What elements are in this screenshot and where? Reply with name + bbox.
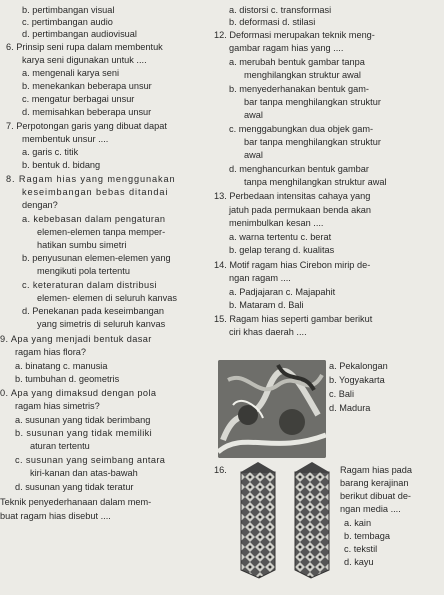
q16-option-c: c. tekstil <box>344 544 378 554</box>
q12-option-b-end: awal <box>244 110 263 120</box>
q12-option-b-cont: bar tanpa menghilangkan struktur <box>244 97 381 107</box>
q8-option-d: d. Penekanan pada keseimbangan <box>22 306 165 316</box>
q13-stem: 13. Perbedaan intensitas cahaya yang <box>214 191 371 201</box>
q8-option-a-end: hatikan sumbu simetri <box>37 240 127 250</box>
q7-stem: 7. Perpotongan garis yang dibuat dapat <box>6 121 167 131</box>
q6-option-a: a. mengenali karya seni <box>22 68 120 78</box>
q15-option-a: a. Pekalongan <box>329 361 388 371</box>
q12-option-a-cont: menghilangkan struktur awal <box>244 70 361 80</box>
q13-options-ac: a. warna tertentu c. berat <box>229 232 332 242</box>
q11-stem-cont: buat ragam hias disebut .... <box>0 511 111 521</box>
q16-stem-cont2: berikut dibuat de- <box>340 491 411 501</box>
q10-option-a: a. susunan yang tidak berimbang <box>15 415 151 425</box>
q8-stem-end: dengan? <box>22 200 58 210</box>
q12-option-c-cont: bar tanpa menghilangkan struktur <box>244 137 381 147</box>
q12-stem: 12. Deformasi merupakan teknik meng- <box>214 30 375 40</box>
q6-stem: 6. Prinsip seni rupa dalam membentuk <box>6 42 163 52</box>
q16-option-d: d. kayu <box>344 557 374 567</box>
q12-stem-cont: gambar ragam hias yang .... <box>229 43 344 53</box>
q7-stem-cont: membentuk unsur .... <box>22 134 109 144</box>
q16-stem: Ragam hias pada <box>340 465 413 475</box>
q15-option-d: d. Madura <box>329 403 371 413</box>
q10-stem: 0. Apa yang dimaksud dengan pola <box>0 388 157 398</box>
textile-ornament <box>235 462 335 580</box>
q9-stem: 9. Apa yang menjadi bentuk dasar <box>0 334 152 344</box>
q13-stem-cont: jatuh pada permukaan benda akan <box>229 205 372 215</box>
q11-stem: Teknik penyederhanaan dalam mem- <box>0 497 152 507</box>
q16-option-b: b. tembaga <box>344 531 390 541</box>
q16-option-a: a. kain <box>344 518 372 528</box>
textile-pattern-image <box>235 462 335 580</box>
q8-stem-cont: keseimbangan bebas ditandai <box>22 187 169 197</box>
q6-stem-cont: karya seni digunakan untuk .... <box>22 55 147 65</box>
q8-stem: 8. Ragam hias yang menggunakan <box>6 174 176 184</box>
q12-option-b: b. menyederhanakan bentuk gam- <box>229 84 369 94</box>
q5-option-d: d. pertimbangan audiovisual <box>22 29 137 39</box>
q8-option-b-cont: mengikuti pola tertentu <box>37 266 130 276</box>
q9-stem-cont: ragam hias flora? <box>15 347 86 357</box>
q13-stem-end: menimbulkan kesan .... <box>229 218 324 228</box>
q14-stem-cont: ngan ragam .... <box>229 273 291 283</box>
q10-option-d: d. susunan yang tidak teratur <box>15 482 134 492</box>
ornament-photo <box>218 360 326 458</box>
q5-option-b: b. pertimbangan visual <box>22 5 115 15</box>
q14-options-bd: b. Mataram d. Bali <box>229 300 304 310</box>
q15-option-c: c. Bali <box>329 389 355 399</box>
q15-option-b: b. Yogyakarta <box>329 375 385 385</box>
q9-options-ac: a. binatang c. manusia <box>15 361 108 371</box>
q12-option-d-cont: tanpa menghilangkan struktur awal <box>244 177 387 187</box>
carved-ornament-image <box>218 360 326 458</box>
q12-option-a: a. merubah bentuk gambar tanpa <box>229 57 365 67</box>
q10-option-b: b. susunan yang tidak memiliki <box>15 428 153 438</box>
q7-options-bd: b. bentuk d. bidang <box>22 160 101 170</box>
q10-option-c: c. susunan yang seimbang antara <box>15 455 166 465</box>
q15-stem-cont: ciri khas daerah .... <box>229 327 307 337</box>
q8-option-c-cont: elemen- elemen di seluruh kanvas <box>37 293 177 303</box>
q11-options-ac: a. distorsi c. transformasi <box>229 5 332 15</box>
q14-options-ac: a. Padjajaran c. Majapahit <box>229 287 336 297</box>
q6-option-c: c. mengatur berbagai unsur <box>22 94 135 104</box>
q7-options-ac: a. garis c. titik <box>22 147 79 157</box>
q10-option-b-cont: aturan tertentu <box>30 441 90 451</box>
q8-option-b: b. penyusunan elemen-elemen yang <box>22 253 171 263</box>
q8-option-a-cont: elemen-elemen tanpa memper- <box>37 227 166 237</box>
q12-option-c-end: awal <box>244 150 263 160</box>
q5-option-c: c. pertimbangan audio <box>22 17 113 27</box>
q9-options-bd: b. tumbuhan d. geometris <box>15 374 120 384</box>
q13-options-bd: b. gelap terang d. kualitas <box>229 245 335 255</box>
q8-option-d-cont: yang simetris di seluruh kanvas <box>37 319 166 329</box>
q12-option-d: d. menghancurkan bentuk gambar <box>229 164 369 174</box>
q16-stem-cont: barang kerajinan <box>340 478 409 488</box>
q11-options-bd: b. deformasi d. stilasi <box>229 17 316 27</box>
q6-option-d: d. memisahkan beberapa unsur <box>22 107 152 117</box>
q6-option-b: b. menekankan beberapa unsur <box>22 81 152 91</box>
q14-stem: 14. Motif ragam hias Cirebon mirip de- <box>214 260 371 270</box>
q12-option-c: c. menggabungkan dua objek gam- <box>229 124 374 134</box>
q16-number: 16. <box>214 465 227 475</box>
q8-option-a: a. kebebasan dalam pengaturan <box>22 214 166 224</box>
q10-option-c-cont: kiri-kanan dan atas-bawah <box>30 468 138 478</box>
q8-option-c: c. keteraturan dalam distribusi <box>22 280 157 290</box>
q16-stem-end: ngan media .... <box>340 504 401 514</box>
q10-stem-cont: ragam hias simetris? <box>15 401 100 411</box>
q15-stem: 15. Ragam hias seperti gambar berikut <box>214 314 373 324</box>
